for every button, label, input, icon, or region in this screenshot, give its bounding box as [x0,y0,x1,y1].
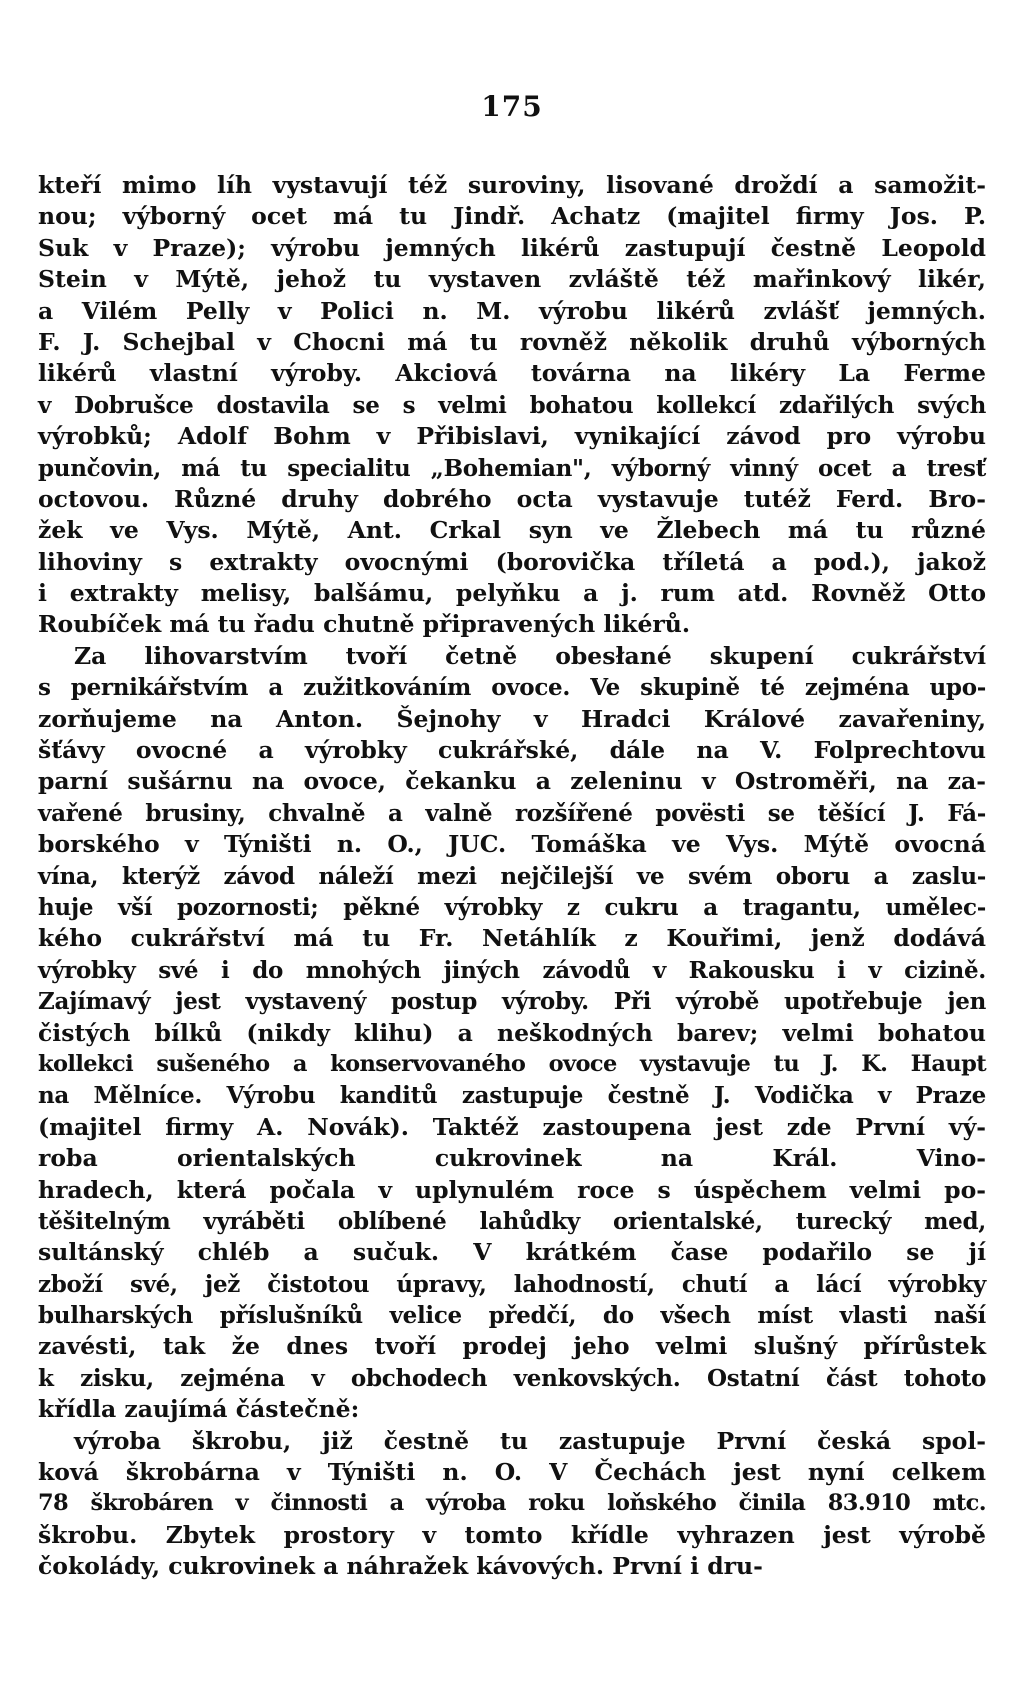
text-line: v Dobrušce dostavila se s velmi bohatou kollekcí zdařilých svých [38,391,986,419]
text-line: vína, kterýž závod náleží mezi nejčilejší ve svém oboru a zaslu- [38,862,986,890]
text-line: škrobu. Zbytek prostory v tomto křídle vyhrazen jest výrobě [38,1520,986,1549]
text-line: sultánský chléb a sučuk. V krátkém čase podařilo se jí [38,1238,986,1267]
text-line: výrobků; Adolf Bohm v Přibislavi, vynikající závod pro výrobu [38,422,986,451]
text-line: čokolády, cukrovinek a náhražek kávových. První i dru- [38,1552,763,1581]
text-line: 78 škrobáren v činnosti a výroba roku loňského činila 83.910 mtc. [38,1490,986,1517]
text-line: čistých bílků (nikdy klihu) a neškodných barev; velmi bohatou [38,1018,986,1047]
text-line: Za lihovarstvím tvoří četně obesłané skupení cukrářství [74,641,986,670]
text-line: (majitel firmy A. Novák). Taktéž zastoupena jest zde První vý- [38,1112,986,1141]
text-line: k zisku, zejména v obchodech venkovských. Ostatní část tohoto [38,1364,986,1392]
text-line: žek ve Vys. Mýtě, Ant. Crkal syn ve Žlebech má tu různé [38,516,986,545]
text-line: křídla zaujímá částečně: [38,1395,360,1424]
body-text [38,170,986,1583]
text-line: borského v Týništi n. O., JUC. Tomáška ve Vys. Mýtě ovocná [38,830,986,859]
text-line: bulharských příslušníků velice předčí, do všech míst vlasti naší [38,1302,986,1330]
text-line: a Vilém Pelly v Polici n. M. výrobu likérů zvlášť jemných. [38,296,986,325]
text-line: Zajímavý jest vystavený postup výroby. Při výrobě upotřebuje jen [38,988,986,1016]
text-line: výroba škrobu, již čestně tu zastupuje První česká spol- [74,1426,986,1455]
text-line: likérů vlastní výroby. Akciová továrna na likéry La Ferme [38,359,986,388]
page-number: 175 [481,90,543,123]
text-line: výrobky své i do mnohých jiných závodů v Rakousku i v cizině. [38,956,986,984]
text-line: roba orientalských cukrovinek na Král. Vino- [38,1144,986,1173]
text-line: octovou. Různé druhy dobrého octa vystavuje tutéž Ferd. Bro- [38,484,986,513]
text-line: hradech, která počala v uplynulém roce s úspěchem velmi po- [38,1175,986,1204]
text-line: Roubíček má tu řadu chutně připravených likérů. [38,610,691,639]
text-line: těšitelným vyráběti oblíbené lahůdky orientalské, turecký med, [38,1207,986,1235]
text-line: F. J. Schejbal v Chocni má tu rovněž několik druhů výborných [38,327,986,356]
text-line: ková škrobárna v Týništi n. O. V Čechách jest nyní celkem [38,1458,986,1487]
text-line: zavésti, tak že dnes tvoří prodej jeho velmi slušný přírůstek [38,1332,986,1361]
text-line: kollekci sušeného a konservovaného ovoce vystavuje tu J. K. Haupt [38,1050,986,1077]
text-line: lihoviny s extrakty ovocnými (borovička tříletá a pod.), jakož [38,547,986,576]
text-line: Stein v Mýtě, jehož tu vystaven zvláště též mařinkový likér, [38,265,986,294]
text-line: punčovin, má tu specialitu „Bohemian", výborný vinný ocet a tresť [38,454,986,482]
text-line: kého cukrářství má tu Fr. Netáhlík z Kouřimi, jenž dodává [38,924,986,953]
text-line: Suk v Praze); výrobu jemných likérů zastupují čestně Leopold [38,233,986,262]
text-line: šťávy ovocné a výrobky cukrářské, dále na V. Folprechtovu [38,736,986,765]
text-line: i extrakty melisy, balšámu, pelyňku a j. rum atd. Rovněž Otto [38,579,986,608]
text-line: na Mělníce. Výrobu kanditů zastupuje čestně J. Vodička v Praze [38,1082,986,1110]
text-line: zboží své, jež čistotou úpravy, lahodností, chutí a lácí výrobky [38,1270,986,1298]
text-line: huje vší pozornosti; pěkné výrobky z cukru a tragantu, umělec- [38,893,986,921]
text-line: parní sušárnu na ovoce, čekanku a zeleninu v Ostroměři, na za- [38,767,986,796]
text-line: zorňujeme na Anton. Šejnohy v Hradci Králové zavařeniny, [38,704,986,733]
text-line: s pernikářstvím a zužitkováním ovoce. Ve skupině té zejména upo- [38,674,986,702]
text-line: kteří mimo líh vystavují též suroviny, lisované droždí a samožit- [38,171,986,199]
text-line: nou; výborný ocet má tu Jindř. Achatz (majitel firmy Jos. P. [38,202,986,231]
text-line: vařené brusiny, chvalně a valně rozšířené povësti se těšící J. Fá- [38,799,986,827]
